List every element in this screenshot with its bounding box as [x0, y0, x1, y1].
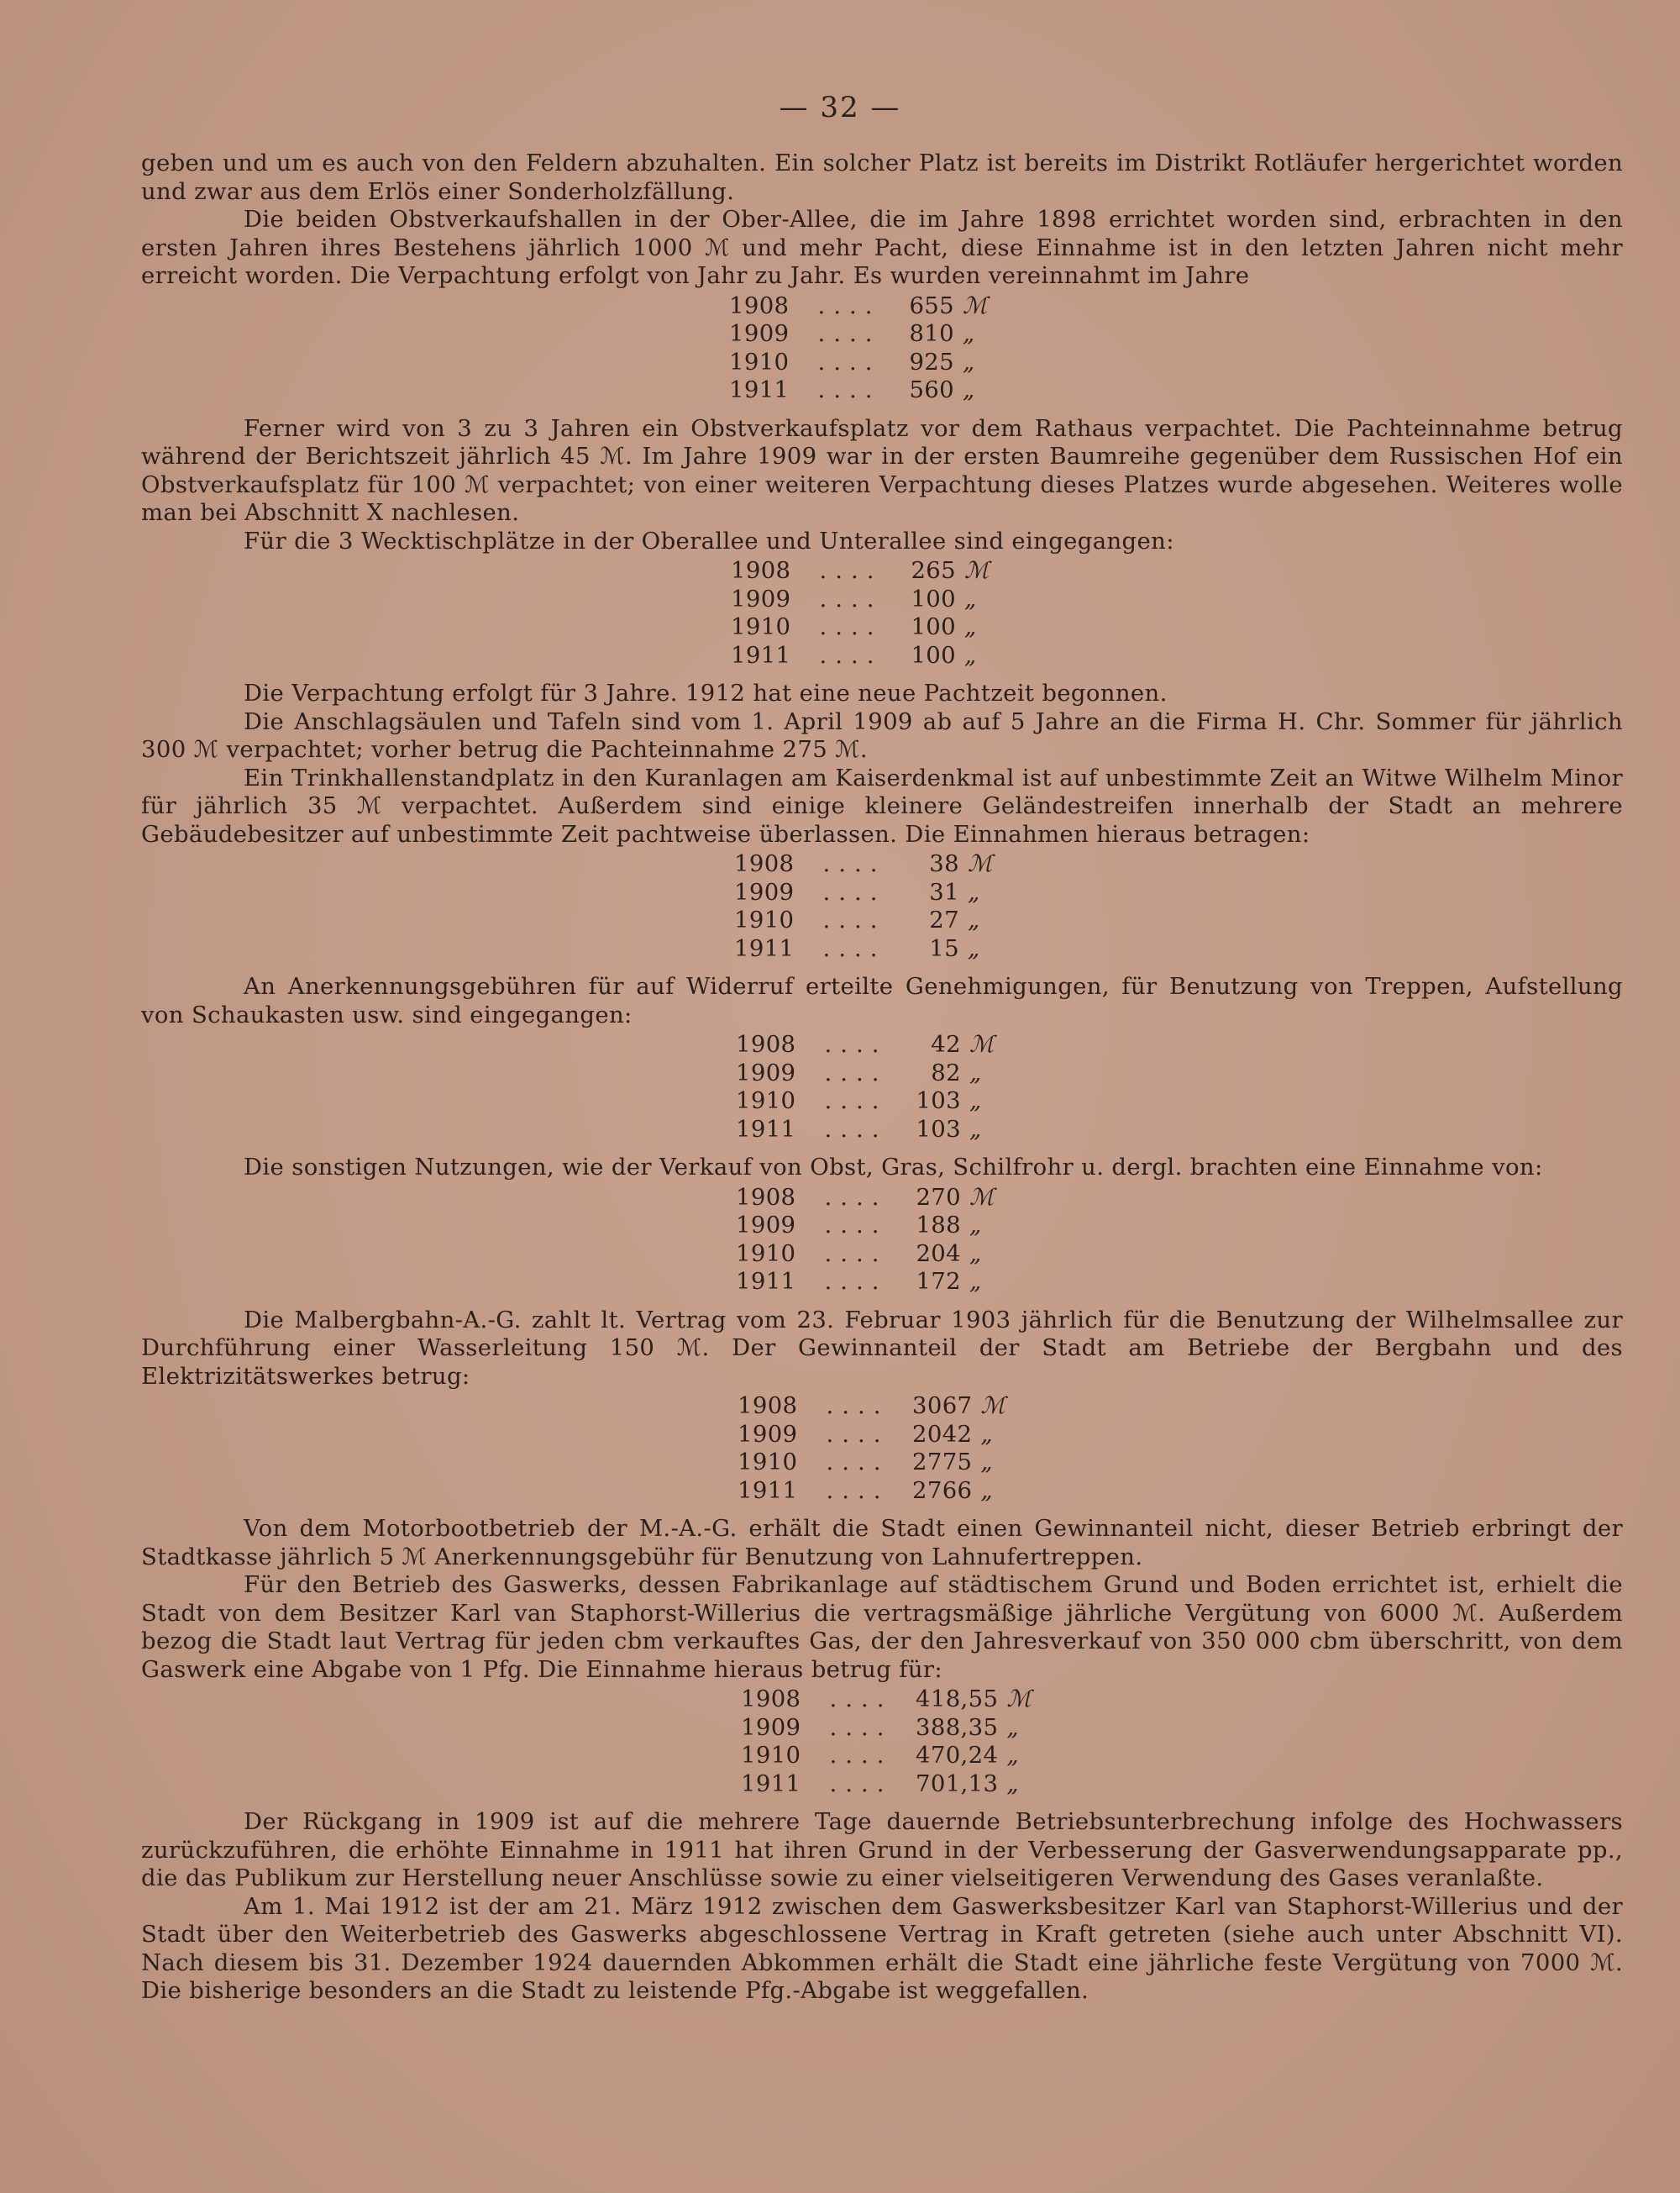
amount-cell: 925: [909, 348, 954, 376]
year-cell: 1908: [736, 1183, 796, 1211]
year-cell: 1911: [734, 934, 795, 962]
table-row: [729, 349, 988, 377]
amount-cell: 3067: [912, 1392, 973, 1419]
amount-cell: 100: [911, 641, 956, 669]
unit-cell: „: [1006, 1713, 1019, 1741]
table-row: [736, 1087, 995, 1116]
year-cell: 1910: [734, 907, 795, 933]
year-cell: 1908: [734, 850, 795, 877]
dots-cell: ....: [817, 376, 881, 403]
year-cell: 1908: [738, 1392, 798, 1419]
amount-cell: 103: [916, 1115, 961, 1143]
year-cell: 1908: [741, 1686, 801, 1712]
unit-cell: „: [968, 907, 980, 933]
year-cell: 1909: [729, 320, 790, 347]
dots-cell: ....: [826, 1449, 890, 1475]
amount-cell: 418,55: [916, 1686, 999, 1712]
amount-cell: 2042: [912, 1420, 973, 1448]
year-cell: 1909: [736, 1212, 796, 1238]
paragraph: Für die 3 Wecktischplätze in der Oberallee und Unterallee sind eingegangen:: [244, 527, 1174, 555]
paragraph: An Anerkennungsgebühren für auf Widerruf erteilte Genehmigungen, für Benutzung von Treppen, Aufstellung von Schaukasten usw. sind eingegangen:: [141, 973, 1623, 1028]
dots-cell: ....: [822, 907, 886, 933]
income-table: [736, 1031, 995, 1144]
table-row: [736, 1184, 995, 1212]
dots-cell: ....: [826, 1420, 890, 1448]
unit-cell: „: [1006, 1742, 1019, 1769]
dots-cell: ....: [817, 292, 881, 319]
dots-cell: ....: [822, 878, 886, 906]
year-cell: 1910: [741, 1742, 801, 1769]
table-row: [729, 320, 988, 349]
unit-cell: „: [980, 1420, 993, 1448]
dots-cell: ....: [824, 1239, 888, 1267]
dots-cell: ....: [829, 1770, 893, 1797]
table-row: [736, 1268, 995, 1296]
unit-cell: „: [964, 641, 977, 669]
dots-cell: ....: [819, 585, 883, 613]
unit-cell: „: [980, 1449, 993, 1475]
income-table: [729, 292, 988, 405]
amount-cell: 470,24: [916, 1742, 999, 1769]
table-row: [729, 376, 988, 405]
table-row: [734, 907, 993, 935]
amount-cell: 560: [909, 376, 954, 403]
table-row: [729, 292, 988, 321]
paragraph: Für den Betrieb des Gaswerks, dessen Fabrikanlage auf städtischem Grund und Boden errichtet ist, erhielt die Stadt von dem Besitzer Karl van Staphorst-Willerius die vertragsmäßige jährliche Vergütung von 6000 ℳ. Außerdem bezog die Stadt laut Vertrag für jeden cbm verkauftes Gas, der den Jahresverkauf von 350 000 cbm überschritt, von dem Gaswerk eine Abgabe von 1 Pfg. Die Einnahme hieraus betrug für:: [141, 1571, 1623, 1683]
amount-cell: 655: [909, 292, 954, 319]
amount-cell: 82: [931, 1059, 961, 1086]
table-row: [734, 850, 993, 879]
amount-cell: 188: [916, 1212, 961, 1238]
document-body: [141, 150, 1623, 2006]
amount-cell: 2766: [912, 1476, 973, 1504]
unit-cell: „: [968, 878, 980, 906]
year-cell: 1910: [738, 1449, 798, 1475]
dots-cell: ....: [824, 1268, 888, 1295]
table-row: [738, 1421, 1005, 1449]
income-table: [736, 1184, 995, 1296]
unit-cell: „: [963, 320, 975, 347]
unit-cell: „: [963, 376, 975, 403]
paragraph: Die beiden Obstverkaufshallen in der Ober-Allee, die im Jahre 1898 errichtet worden sind, erbrachten in den ersten Jahren ihres Bestehens jährlich 1000 ℳ und mehr Pacht, diese Einnahme ist in den letzten Jahren nicht mehr erreicht worden. Die Verpachtung erfolgt von Jahr zu Jahr. Es wurden vereinnahmt im Jahre: [141, 206, 1623, 289]
year-cell: 1911: [741, 1770, 801, 1797]
table-row: [731, 557, 990, 586]
dots-cell: ....: [817, 320, 881, 347]
dots-cell: ....: [822, 850, 886, 877]
year-cell: 1910: [736, 1087, 796, 1114]
unit-cell: ℳ: [969, 1183, 995, 1211]
page-number: — 32 —: [779, 91, 901, 124]
income-table: [738, 1392, 1005, 1505]
year-cell: 1909: [741, 1713, 801, 1741]
dots-cell: ....: [819, 641, 883, 669]
year-cell: 1910: [729, 348, 790, 376]
table-row: [741, 1714, 1032, 1743]
dots-cell: ....: [822, 934, 886, 962]
amount-cell: 204: [916, 1239, 961, 1267]
dots-cell: ....: [824, 1115, 888, 1143]
amount-cell: 27: [929, 907, 959, 933]
income-table: [734, 850, 993, 963]
table-row: [741, 1742, 1032, 1770]
dots-cell: ....: [824, 1031, 888, 1058]
unit-cell: „: [969, 1239, 982, 1267]
year-cell: 1908: [731, 557, 791, 584]
table-row: [736, 1212, 995, 1240]
amount-cell: 100: [911, 585, 956, 613]
unit-cell: „: [963, 348, 975, 376]
amount-cell: 810: [909, 320, 954, 347]
dots-cell: ....: [829, 1686, 893, 1712]
unit-cell: „: [968, 934, 980, 962]
amount-cell: 103: [916, 1087, 961, 1114]
year-cell: 1911: [738, 1476, 798, 1504]
dots-cell: ....: [826, 1476, 890, 1504]
amount-cell: 42: [931, 1031, 961, 1058]
table-row: [736, 1060, 995, 1088]
unit-cell: „: [969, 1059, 982, 1086]
paragraph: Am 1. Mai 1912 ist der am 21. März 1912 zwischen dem Gaswerksbesitzer Karl van Staphorst-Willerius und der Stadt über den Weiterbetrieb des Gaswerks abgeschlossene Vertrag in Kraft getreten (siehe auch unter Abschnitt VI). Nach diesem bis 31. Dezember 1924 dauernden Abkommen erhält die Stadt eine jährliche feste Vergütung von 7000 ℳ. Die bisherige besonders an die Stadt zu leistende Pfg.-Abgabe ist weggefallen.: [141, 1892, 1623, 2004]
year-cell: 1908: [729, 292, 790, 319]
amount-cell: 701,13: [916, 1770, 999, 1797]
table-row: [736, 1240, 995, 1269]
unit-cell: „: [969, 1212, 982, 1238]
table-row: [741, 1770, 1032, 1799]
unit-cell: „: [964, 613, 977, 640]
paragraph: Der Rückgang in 1909 ist auf die mehrere Tage dauernde Betriebsunterbrechung infolge des Hochwassers zurückzuführen, die erhöhte Einnahme in 1911 hat ihren Grund in der Verbesserung der Gasverwendungsapparate pp., die das Publikum zur Herstellung neuer Anschlüsse sowie zu einer vielseitigeren Verwendung des Gases veranlaßte.: [141, 1808, 1623, 1891]
unit-cell: „: [980, 1476, 993, 1504]
unit-cell: „: [964, 585, 977, 613]
paragraph: Die Verpachtung erfolgt für 3 Jahre. 1912 hat eine neue Pachtzeit begonnen.: [244, 680, 1168, 707]
amount-cell: 172: [916, 1268, 961, 1295]
table-row: [731, 586, 990, 614]
table-row: [736, 1116, 995, 1144]
unit-cell: ℳ: [963, 292, 988, 319]
table-row: [736, 1031, 995, 1060]
dots-cell: ....: [819, 613, 883, 640]
amount-cell: 388,35: [916, 1713, 999, 1741]
unit-cell: „: [969, 1268, 982, 1295]
table-row: [741, 1686, 1032, 1714]
unit-cell: ℳ: [1006, 1686, 1032, 1712]
amount-cell: 265: [911, 557, 956, 584]
dots-cell: ....: [817, 348, 881, 376]
paragraph: Ein Trinkhallenstandplatz in den Kuranlagen am Kaiserdenkmal ist auf unbestimmte Zeit an Witwe Wilhelm Minor für jährlich 35 ℳ verpachtet. Außerdem sind einige kleinere Geländestreifen innerhalb der Stadt an mehrere Gebäudebesitzer auf unbestimmte Zeit pachtweise überlassen. Die Einnahmen hieraus betragen:: [141, 764, 1623, 848]
table-row: [738, 1477, 1005, 1506]
dots-cell: ....: [824, 1059, 888, 1086]
year-cell: 1910: [731, 613, 791, 640]
amount-cell: 270: [916, 1183, 961, 1211]
dots-cell: ....: [824, 1212, 888, 1238]
unit-cell: ℳ: [964, 557, 990, 584]
paragraph: Die sonstigen Nutzungen, wie der Verkauf von Obst, Gras, Schilfrohr u. dergl. brachten eine Einnahme von:: [244, 1154, 1543, 1181]
table-row: [734, 935, 993, 964]
amount-cell: 100: [911, 613, 956, 640]
paragraph: geben und um es auch von den Feldern abzuhalten. Ein solcher Platz ist bereits im Distrikt Rotläufer hergerichtet worden und zwar aus dem Erlös einer Sonderholzfällung.: [141, 150, 1623, 205]
paragraph: Die Anschlagsäulen und Tafeln sind vom 1. April 1909 ab auf 5 Jahre an die Firma H. Chr. Sommer für jährlich 300 ℳ verpachtet; vorher betrug die Pachteinnahme 275 ℳ.: [141, 707, 1623, 763]
amount-cell: 15: [929, 934, 959, 962]
income-table: [741, 1686, 1032, 1798]
table-row: [734, 879, 993, 907]
year-cell: 1909: [731, 585, 791, 613]
table-row: [731, 642, 990, 671]
unit-cell: „: [1006, 1770, 1019, 1797]
year-cell: 1911: [736, 1115, 796, 1143]
paragraph: Die Malbergbahn-A.-G. zahlt lt. Vertrag vom 23. Februar 1903 jährlich für die Benutzung der Wilhelmsallee zur Durchführung einer Wasserleitung 150 ℳ. Der Gewinnanteil der Stadt am Betriebe der Bergbahn und des Elektrizitätswerkes betrug:: [141, 1306, 1623, 1390]
dots-cell: ....: [824, 1087, 888, 1114]
income-table: [731, 557, 990, 670]
year-cell: 1911: [731, 641, 791, 669]
table-row: [738, 1449, 1005, 1477]
year-cell: 1909: [736, 1059, 796, 1086]
year-cell: 1911: [736, 1268, 796, 1295]
unit-cell: „: [969, 1087, 982, 1114]
unit-cell: ℳ: [980, 1392, 1006, 1419]
amount-cell: 38: [929, 850, 959, 877]
paragraph: Ferner wird von 3 zu 3 Jahren ein Obstverkaufsplatz vor dem Rathaus verpachtet. Die Pachteinnahme betrug während der Berichtszeit jährlich 45 ℳ. Im Jahre 1909 war in der ersten Baumreihe gegenüber dem Russischen Hof ein Obstverkaufsplatz für 100 ℳ verpachtet; von einer weiteren Verpachtung dieses Platzes wurde abgesehen. Weiteres wolle man bei Abschnitt X nachlesen.: [141, 414, 1623, 526]
unit-cell: ℳ: [968, 850, 993, 877]
dots-cell: ....: [826, 1392, 890, 1419]
table-row: [738, 1392, 1005, 1421]
year-cell: 1909: [734, 878, 795, 906]
dots-cell: ....: [819, 557, 883, 584]
unit-cell: „: [969, 1115, 982, 1143]
table-row: [731, 613, 990, 642]
amount-cell: 31: [929, 878, 959, 906]
dots-cell: ....: [824, 1183, 888, 1211]
unit-cell: ℳ: [969, 1031, 995, 1058]
dots-cell: ....: [829, 1742, 893, 1769]
dots-cell: ....: [829, 1713, 893, 1741]
paragraph: Von dem Motorbootbetrieb der M.-A.-G. erhält die Stadt einen Gewinnanteil nicht, dieser Betrieb erbringt der Stadtkasse jährlich 5 ℳ Anerkennungsgebühr für Benutzung von Lahnufertreppen.: [141, 1515, 1623, 1570]
amount-cell: 2775: [912, 1449, 973, 1475]
year-cell: 1908: [736, 1031, 796, 1058]
year-cell: 1910: [736, 1239, 796, 1267]
year-cell: 1911: [729, 376, 790, 403]
year-cell: 1909: [738, 1420, 798, 1448]
